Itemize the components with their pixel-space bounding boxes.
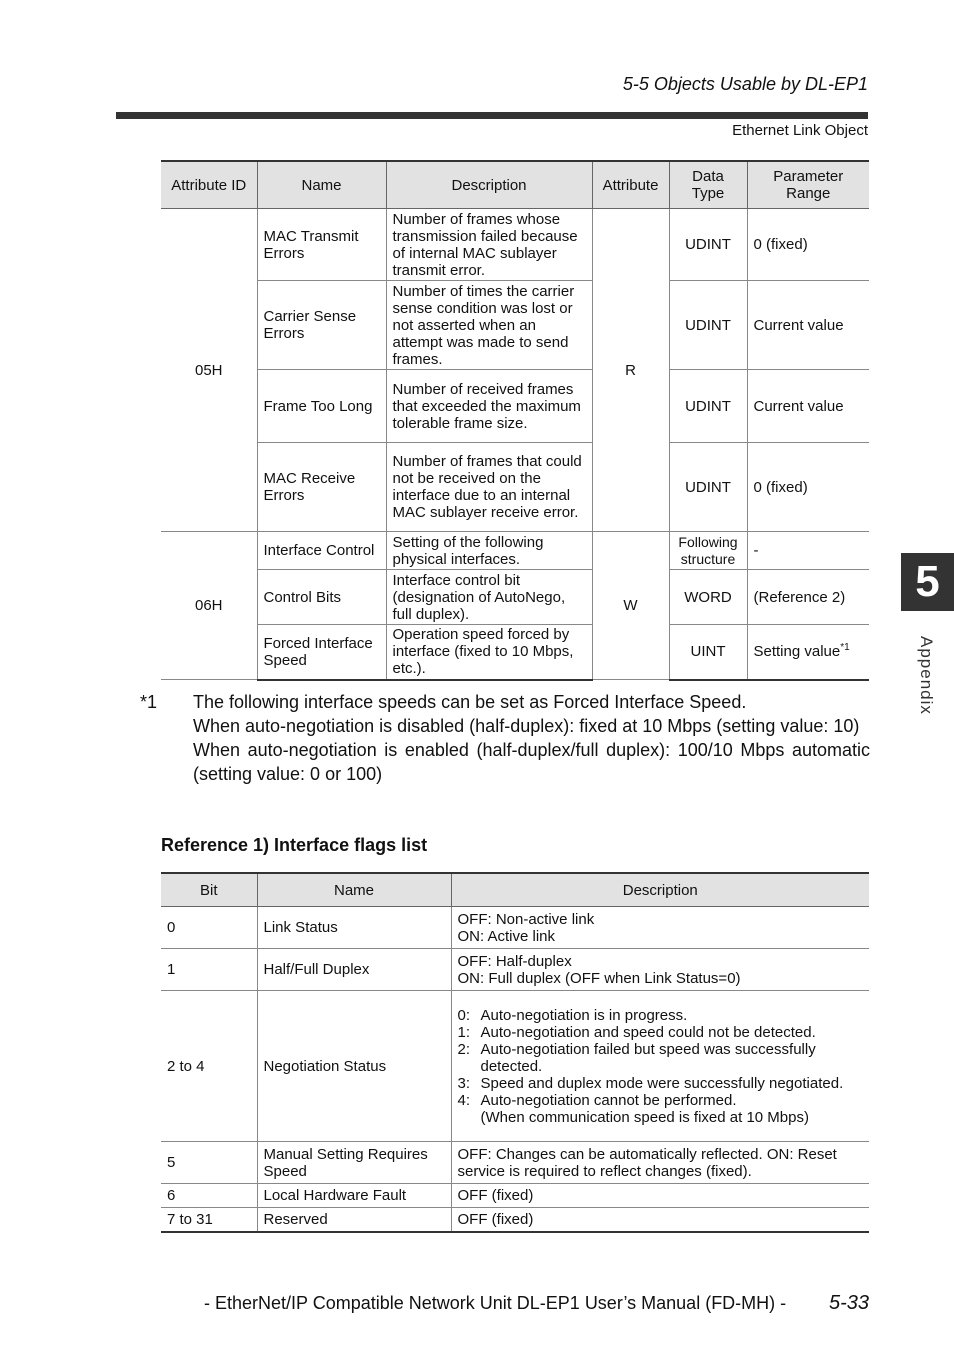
table-row	[161, 625, 869, 680]
table-row	[161, 1184, 869, 1208]
description-line: OFF: Half-duplex	[457, 952, 572, 970]
name-cell: Frame Too Long	[257, 370, 386, 443]
data-type-cell: UDINT	[669, 209, 747, 281]
list-item	[458, 1092, 864, 1109]
range-cell: -	[747, 532, 869, 570]
ethernet-link-object-table	[161, 160, 869, 681]
list-number: 3:	[457, 1074, 471, 1092]
footnote-line: When auto-negotiation is disabled (half-duplex): fixed at 10 Mbps (setting value: 10)	[193, 716, 860, 736]
name-cell: Half/Full Duplex	[257, 949, 451, 991]
description-cell: OFF: Changes can be automatically reflected. ON: Reset service is required to reflect changes (fixed).	[451, 1142, 869, 1184]
range-cell: 0 (fixed)	[747, 443, 869, 532]
reference-title: Reference 1) Interface flags list	[161, 835, 428, 855]
description-line: OFF: Non-active link	[457, 910, 595, 928]
list-item	[458, 1109, 864, 1126]
column-header: Name	[257, 161, 386, 209]
name-cell: Reserved	[257, 1208, 451, 1232]
bit-cell: 0	[161, 907, 257, 949]
data-type-cell: UDINT	[669, 370, 747, 443]
list-number: 1:	[457, 1023, 471, 1041]
list-item	[458, 1075, 864, 1092]
description-line: ON: Full duplex (OFF when Link Status=0)	[457, 969, 741, 987]
data-type-cell: UDINT	[669, 443, 747, 532]
list-item	[458, 1041, 864, 1075]
header-rule	[116, 112, 868, 119]
name-cell: Local Hardware Fault	[257, 1184, 451, 1208]
column-header: Attribute	[592, 161, 669, 209]
table-row	[161, 907, 869, 949]
interface-flags-table	[161, 872, 869, 1233]
name-cell: Carrier Sense Errors	[257, 281, 386, 370]
description-cell: Setting of the following physical interfaces.	[386, 532, 592, 570]
footnote-body	[193, 690, 870, 786]
name-cell: Control Bits	[257, 570, 386, 625]
attribute-id-cell: 06H	[161, 532, 257, 680]
list-number: 2:	[457, 1040, 471, 1058]
bit-cell: 1	[161, 949, 257, 991]
footnote-mark: *1	[140, 692, 158, 712]
column-header: Name	[257, 873, 451, 907]
attribute-id-cell: 05H	[161, 209, 257, 532]
description-cell: Operation speed forced by interface (fixed to 10 Mbps, etc.).	[386, 625, 592, 680]
list-number: 4:	[457, 1091, 471, 1109]
table-row	[161, 991, 869, 1142]
page-number: 5-33	[829, 1292, 870, 1314]
column-header	[747, 161, 869, 209]
list-item	[458, 1024, 864, 1041]
table-header-row	[161, 873, 869, 907]
data-type-cell: Following structure	[669, 532, 747, 570]
description-cell: Number of times the carrier sense condition was lost or not asserted when an attempt was made to send frames.	[386, 281, 592, 370]
name-cell: Interface Control	[257, 532, 386, 570]
list-number: 0:	[457, 1006, 471, 1024]
bit-cell: 5	[161, 1142, 257, 1184]
range-cell: Current value	[747, 281, 869, 370]
table-row	[161, 949, 869, 991]
footnote	[140, 690, 870, 786]
table-row	[161, 370, 869, 443]
bit-cell: 2 to 4	[161, 991, 257, 1142]
name-cell: Manual Setting Requires Speed	[257, 1142, 451, 1184]
table-row	[161, 1142, 869, 1184]
list-text: Auto-negotiation is in progress.	[480, 1006, 688, 1024]
description-cell: Number of frames whose transmission failed because of internal MAC sublayer transmit error.	[386, 209, 592, 281]
description-cell: OFF (fixed)	[451, 1208, 869, 1232]
attribute-cell: W	[592, 532, 669, 680]
description-cell: OFF (fixed)	[451, 1184, 869, 1208]
table-row	[161, 209, 869, 281]
description-cell: Number of received frames that exceeded the maximum tolerable frame size.	[386, 370, 592, 443]
column-header: Description	[451, 873, 869, 907]
chapter-tab: 5	[901, 553, 954, 611]
description-cell	[451, 949, 869, 991]
header-title: 5-5 Objects Usable by DL-EP1	[622, 74, 868, 94]
list-text: Speed and duplex mode were successfully negotiated.	[480, 1074, 844, 1092]
column-header-text: Data Type	[691, 168, 725, 202]
bit-cell: 7 to 31	[161, 1208, 257, 1232]
range-cell	[747, 625, 869, 680]
chapter-label: Appendix	[917, 636, 936, 715]
list-number	[458, 1109, 481, 1126]
header-subtitle: Ethernet Link Object	[732, 122, 868, 139]
name-cell: MAC Receive Errors	[257, 443, 386, 532]
list-text: Auto-negotiation failed but speed was successfully detected.	[480, 1040, 816, 1075]
list-text: (When communication speed is fixed at 10 Mbps)	[480, 1108, 809, 1126]
column-header: Description	[386, 161, 592, 209]
table-row	[161, 443, 869, 532]
column-header: Attribute ID	[161, 161, 257, 209]
column-header-text: Parameter Range	[773, 168, 844, 202]
range-cell: (Reference 2)	[747, 570, 869, 625]
list-text: Auto-negotiation cannot be performed.	[480, 1091, 737, 1109]
footer-text: - EtherNet/IP Compatible Network Unit DL-EP1 User’s Manual (FD-MH) -	[204, 1293, 787, 1313]
range-cell: 0 (fixed)	[747, 209, 869, 281]
bit-cell: 6	[161, 1184, 257, 1208]
name-cell: MAC Transmit Errors	[257, 209, 386, 281]
range-text: Setting value	[753, 643, 841, 661]
list-item	[458, 1007, 864, 1024]
attribute-cell: R	[592, 209, 669, 532]
column-header: Bit	[161, 873, 257, 907]
name-cell: Forced Interface Speed	[257, 625, 386, 680]
range-cell: Current value	[747, 370, 869, 443]
description-cell	[451, 991, 869, 1142]
table-header-row	[161, 161, 869, 209]
footnote-line: When auto-negotiation is enabled (half-duplex/full duplex): 100/10 Mbps automatic (setting value: 0 or 100)	[193, 740, 870, 784]
table-row	[161, 281, 869, 370]
table-row	[161, 570, 869, 625]
list-text: Auto-negotiation and speed could not be detected.	[480, 1023, 816, 1041]
description-cell: Interface control bit (designation of AutoNego, full duplex).	[386, 570, 592, 625]
data-type-cell: WORD	[669, 570, 747, 625]
data-type-cell: UINT	[669, 625, 747, 680]
description-line: ON: Active link	[457, 927, 556, 945]
name-cell: Link Status	[257, 907, 451, 949]
table-row	[161, 1208, 869, 1232]
data-type-cell: UDINT	[669, 281, 747, 370]
footnote-ref: *1	[840, 642, 850, 654]
footnote-line: The following interface speeds can be set as Forced Interface Speed.	[193, 692, 747, 712]
description-cell	[451, 907, 869, 949]
table-row	[161, 532, 869, 570]
description-cell: Number of frames that could not be received on the interface due to an internal MAC sublayer receive error.	[386, 443, 592, 532]
column-header	[669, 161, 747, 209]
name-cell: Negotiation Status	[257, 991, 451, 1142]
